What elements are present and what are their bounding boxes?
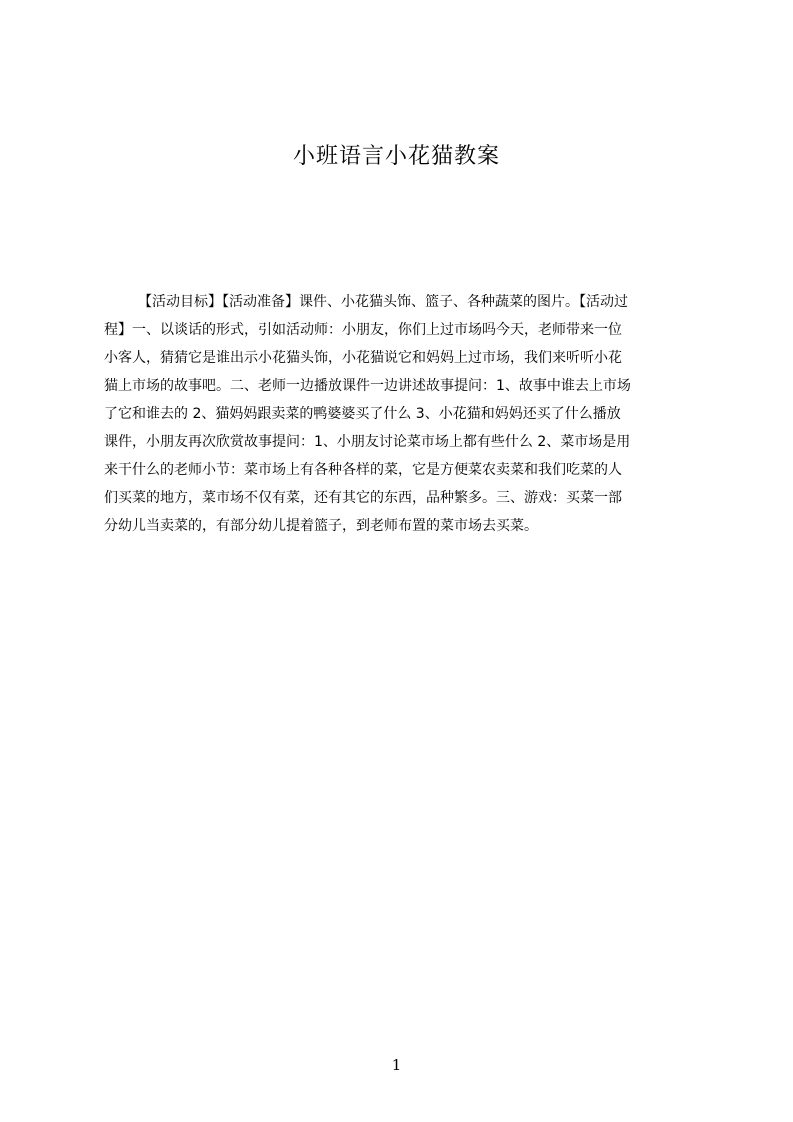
paragraph-line: 了它和谁去的 2、猫妈妈跟卖菜的鸭婆婆买了什么 3、小花猫和妈妈还买了什么播放 [104, 406, 621, 422]
paragraph-line: 【活动目标】【活动准备】课件、小花猫头饰、篮子、各种蔬菜的图片。【活动过 [138, 294, 628, 310]
paragraph-line: 课件，小朋友再次欣赏故事提问：1、小朋友讨论菜市场上都有些什么 2、菜市场是用 [104, 434, 631, 450]
page-number: 1 [391, 1056, 402, 1074]
page-title: 小班语言小花猫教案 [292, 144, 500, 169]
paragraph-line: 程】一、以谈话的形式，引如活动师：小朋友，你们上过市场吗今天，老师带来一位 [104, 322, 622, 338]
paragraph-line: 猫上市场的故事吧。二、老师一边播放课件一边讲述故事提问：1、故事中谁去上市场 [104, 378, 631, 394]
paragraph-line: 们买菜的地方，菜市场不仅有菜，还有其它的东西，品种繁多。三、游戏：买菜一部 [104, 490, 622, 506]
body-paragraph [104, 288, 698, 540]
paragraph-line: 小客人，猜猜它是谁出示小花猫头饰，小花猫说它和妈妈上过市场，我们来听听小花 [104, 350, 622, 366]
paragraph-line: 来干什么的老师小节：菜市场上有各种各样的菜，它是方便菜农卖菜和我们吃菜的人 [104, 462, 622, 478]
paragraph-line: 分幼儿当卖菜的，有部分幼儿提着篮子，到老师布置的菜市场去买菜。 [104, 518, 538, 534]
